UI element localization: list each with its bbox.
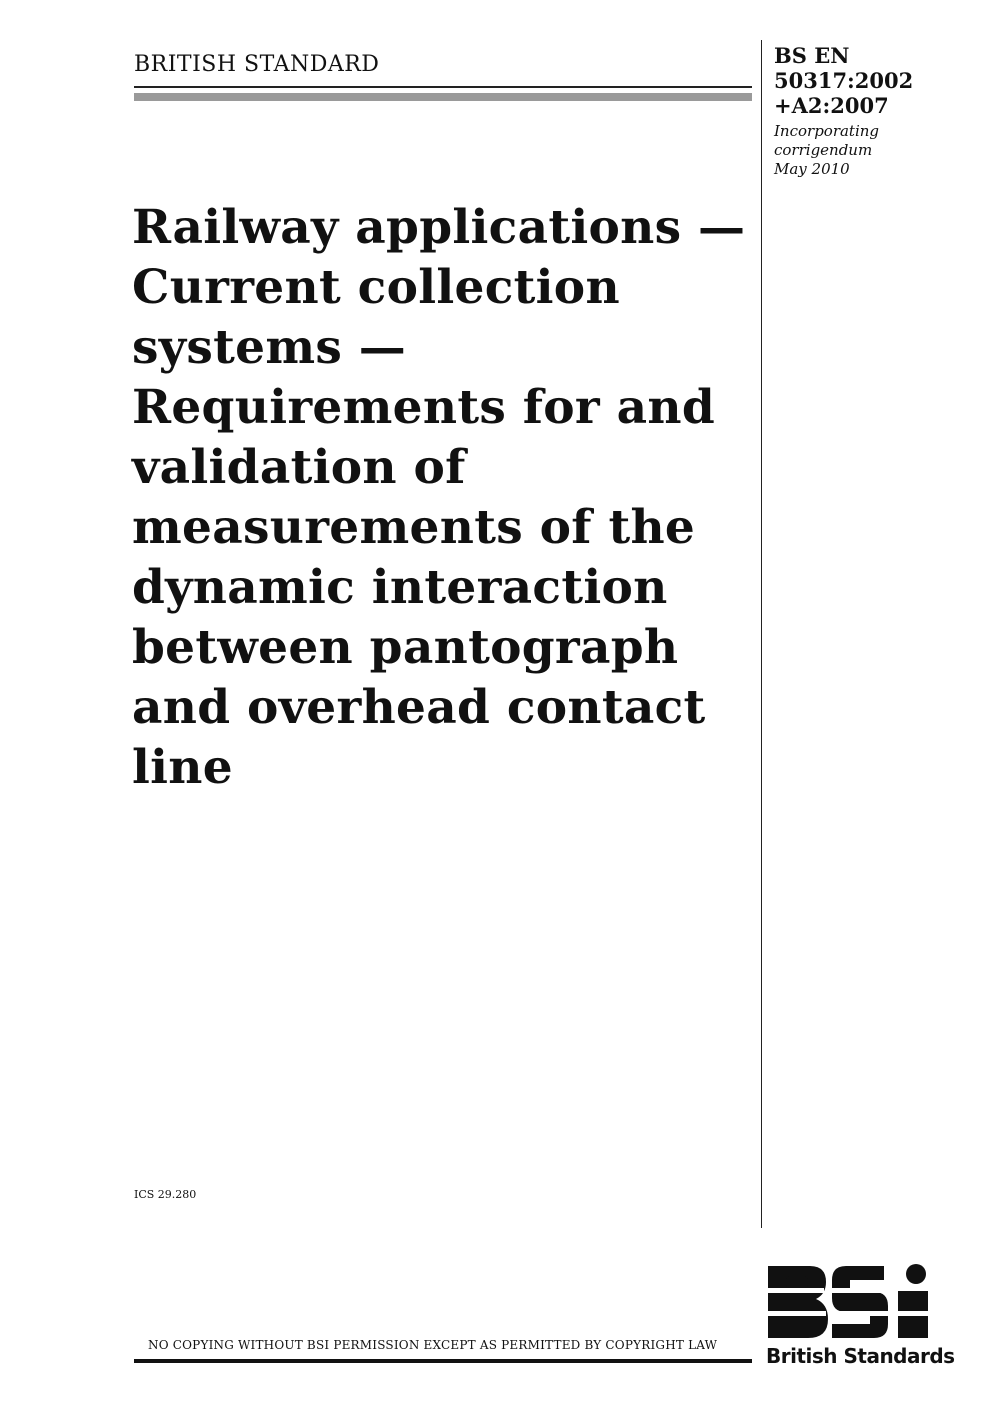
standard-note-line: May 2010 xyxy=(774,160,850,178)
bsi-logo xyxy=(766,1262,955,1372)
header-rule-grey xyxy=(134,93,752,101)
title-line: measurements of the xyxy=(132,500,696,555)
title-line: line xyxy=(132,740,233,795)
copyright-notice: NO COPYING WITHOUT BSI PERMISSION EXCEPT AS PERMITTED BY COPYRIGHT LAW xyxy=(148,1338,718,1352)
title-line: Current collection xyxy=(132,260,620,315)
header-rule-thin xyxy=(134,86,752,88)
standard-number xyxy=(774,43,984,118)
standard-note-line: Incorporating xyxy=(774,122,880,140)
title-line: Railway applications — xyxy=(132,200,746,255)
document-title xyxy=(132,198,752,798)
ics-code: ICS 29.280 xyxy=(134,1188,197,1201)
vertical-divider xyxy=(761,40,762,1228)
standard-number-line: 50317:2002 xyxy=(774,68,914,93)
footer-rule xyxy=(134,1359,752,1363)
bsi-logo-mark xyxy=(766,1262,946,1342)
title-line: dynamic interaction xyxy=(132,560,668,615)
standard-number-line: +A2:2007 xyxy=(774,93,889,118)
standard-block xyxy=(774,43,984,179)
title-line: and overhead contact xyxy=(132,680,706,735)
title-line: validation of xyxy=(132,440,466,495)
header-label: BRITISH STANDARD xyxy=(134,52,380,77)
title-line: between pantograph xyxy=(132,620,679,675)
bsi-logo-caption: British Standards xyxy=(766,1344,955,1368)
title-line: Requirements for and xyxy=(132,380,716,435)
standard-note-line: corrigendum xyxy=(774,141,873,159)
standard-note xyxy=(774,122,984,179)
standard-number-line: BS EN xyxy=(774,43,850,68)
title-line: systems — xyxy=(132,320,407,375)
